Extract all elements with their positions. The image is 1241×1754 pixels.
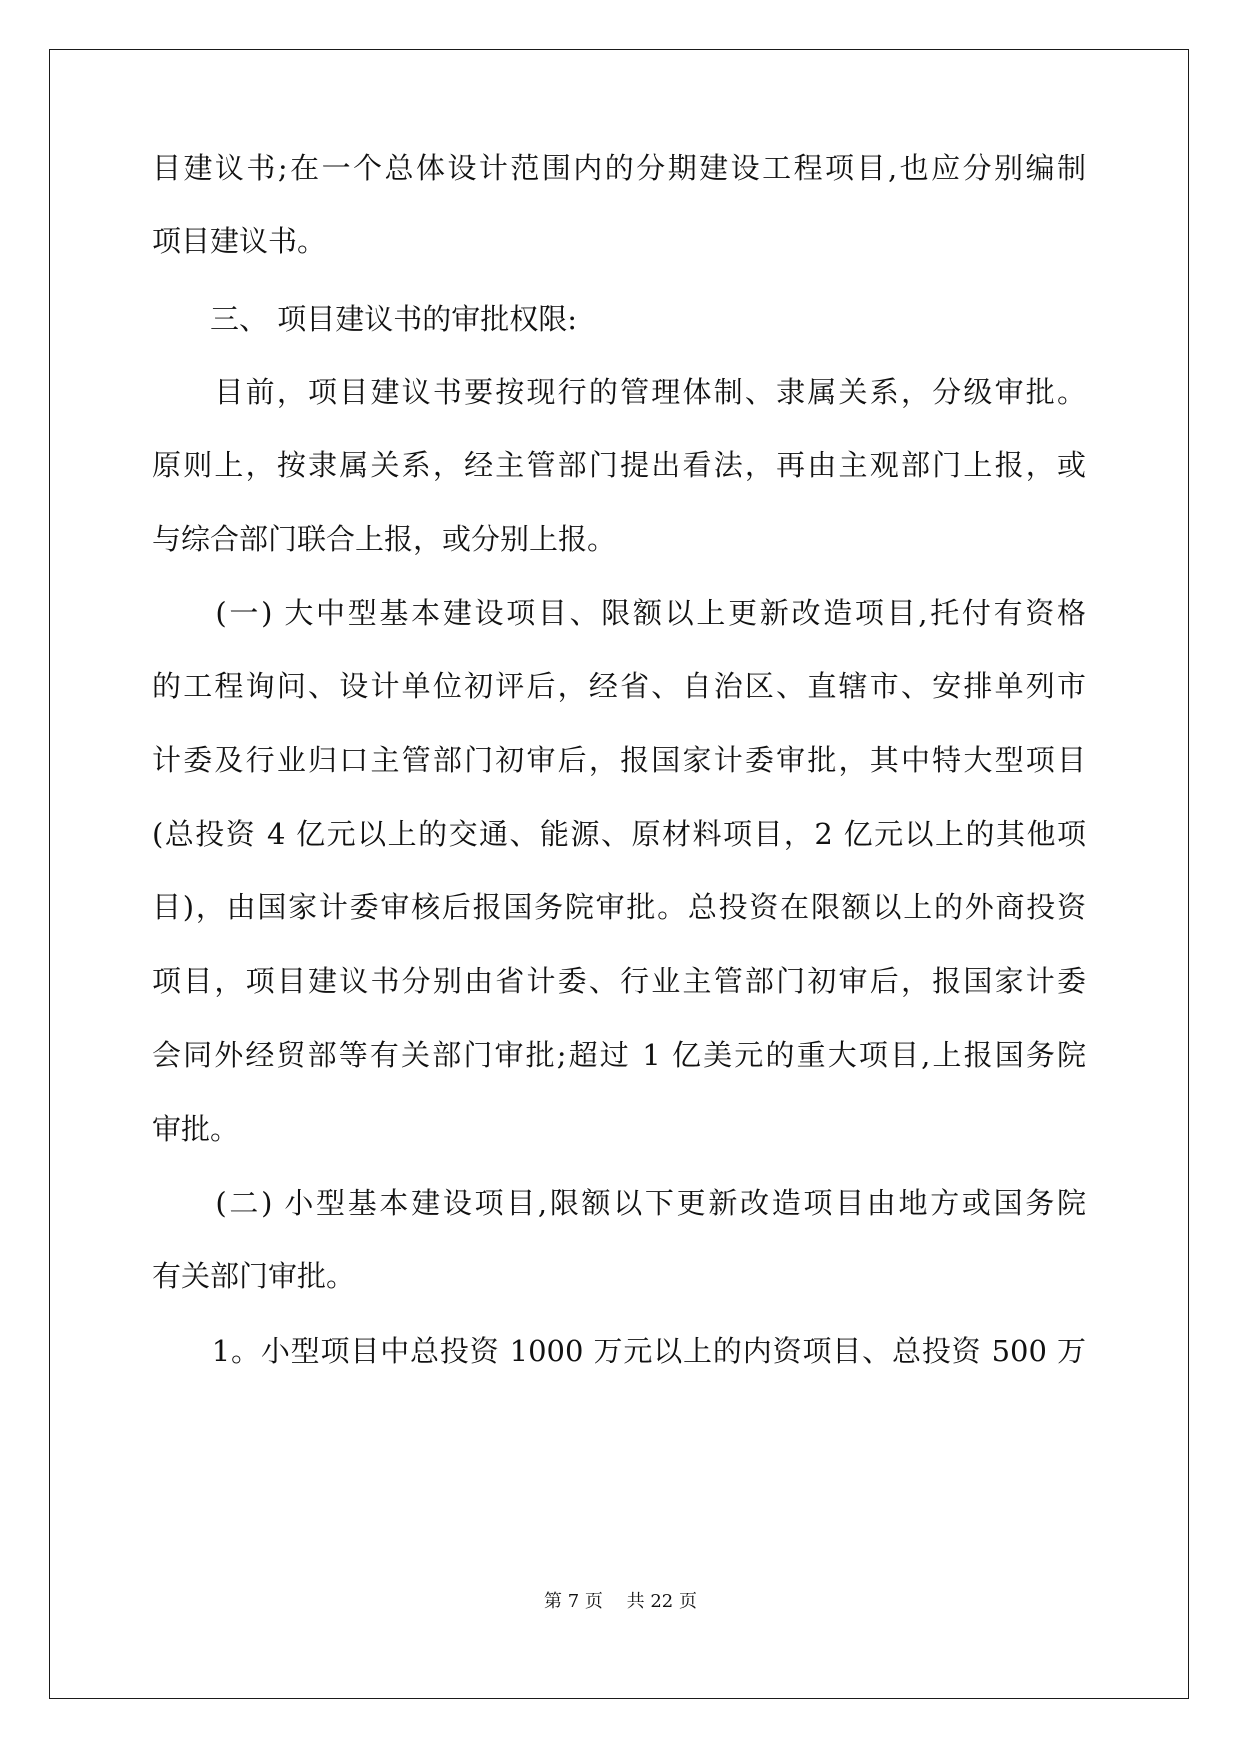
text-line: 会同外经贸部等有关部门审批;超过 1 亿美元的重大项目,上报国务院 <box>152 1038 1086 1072</box>
text-line: 项目建议书。 <box>152 224 327 258</box>
text-line: (二) 小型基本建设项目,限额以下更新改造项目由地方或国务院 <box>152 1186 1086 1220</box>
text-line: 三、 项目建议书的审批权限: <box>152 302 577 336</box>
text-line: (总投资 4 亿元以上的交通、能源、原材料项目，2 亿元以上的其他项 <box>152 817 1086 851</box>
text-line: 目建议书;在一个总体设计范围内的分期建设工程项目,也应分别编制 <box>152 151 1086 185</box>
text-line: 有关部门审批。 <box>152 1259 356 1293</box>
text-line: 目前，项目建议书要按现行的管理体制、隶属关系，分级审批。 <box>152 375 1086 409</box>
text-line: 原则上，按隶属关系，经主管部门提出看法，再由主观部门上报，或 <box>152 448 1086 482</box>
text-line: 计委及行业归口主管部门初审后，报国家计委审批，其中特大型项目 <box>152 743 1086 777</box>
text-line: 1。小型项目中总投资 1000 万元以上的内资项目、总投资 500 万 <box>152 1334 1086 1368</box>
text-line: 目)，由国家计委审核后报国务院审批。总投资在限额以上的外商投资 <box>152 890 1086 924</box>
page-number-footer: 第 7 页 共 22 页 <box>544 1591 697 1612</box>
text-line: 的工程询问、设计单位初评后，经省、自治区、直辖市、安排单列市 <box>152 669 1086 703</box>
text-line: 项目，项目建议书分别由省计委、行业主管部门初审后，报国家计委 <box>152 964 1086 998</box>
text-line: 与综合部门联合上报，或分别上报。 <box>152 522 617 556</box>
text-line: 审批。 <box>152 1112 240 1146</box>
page-border <box>49 49 1189 1699</box>
text-line: (一) 大中型基本建设项目、限额以上更新改造项目,托付有资格 <box>152 596 1086 630</box>
